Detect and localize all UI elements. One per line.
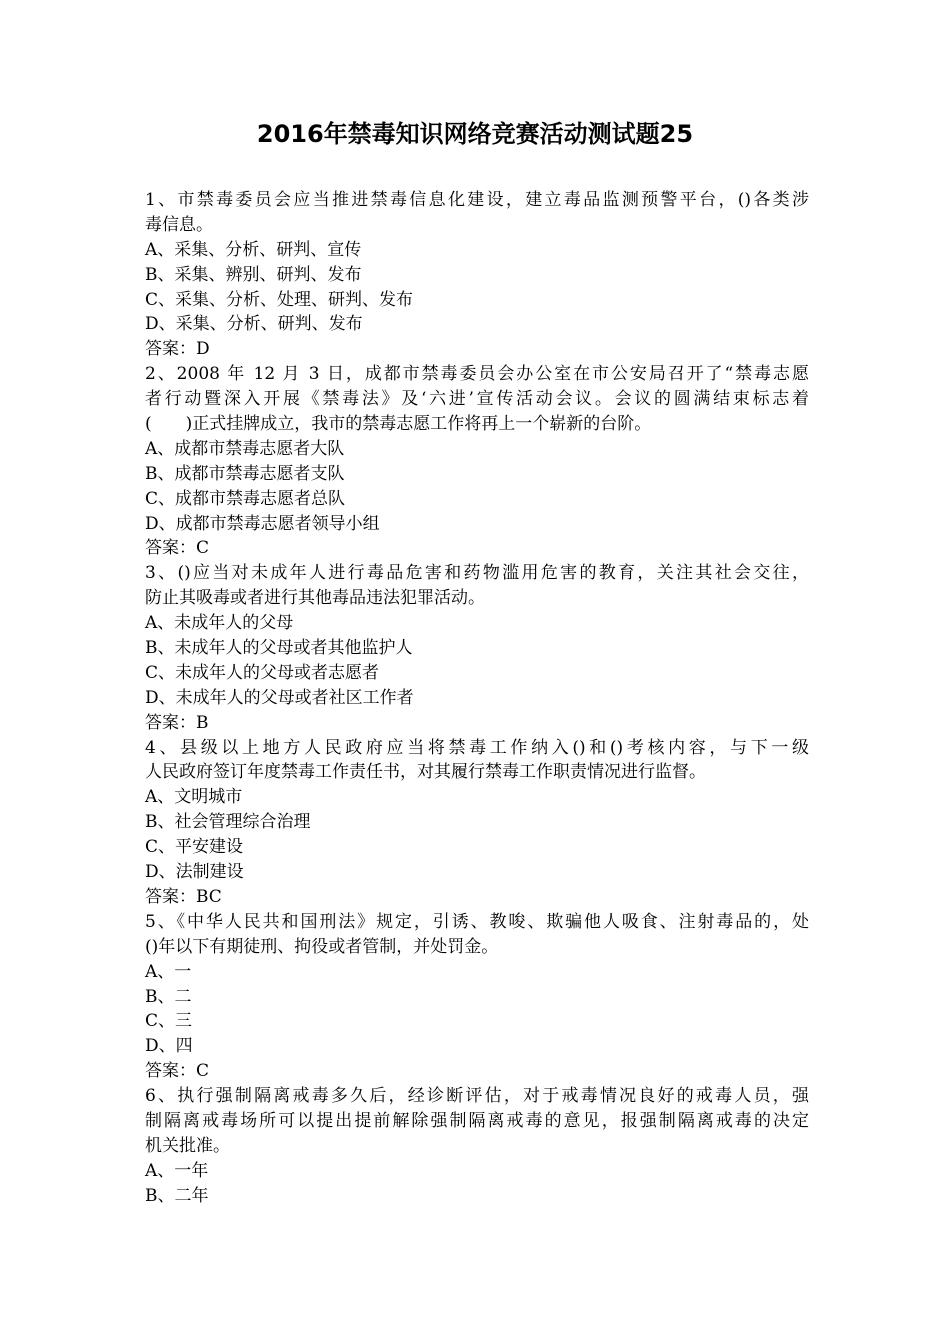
question-1-answer: 答案：D [145, 339, 210, 360]
question-6-option-b: B、二年 [145, 1185, 209, 1206]
question-3-option-d: D、未成年人的父母或者社区工作者 [145, 687, 414, 708]
question-4-text-cont: 人民政府签订年度禁毒工作责任书，对其履行禁毒工作职责情况进行监督。 [145, 762, 706, 783]
question-3-option-b: B、未成年人的父母或者其他监护人 [145, 638, 413, 659]
question-3-text-cont: 防止其吸毒或者进行其他毒品违法犯罪活动。 [145, 588, 485, 609]
question-2-option-d: D、成都市禁毒志愿者领导小组 [145, 513, 380, 534]
question-4-option-b: B、社会管理综合治理 [145, 812, 311, 833]
question-4-option-c: C、平安建设 [145, 837, 244, 858]
question-6-text: 6、执行强制隔离戒毒多久后，经诊断评估，对于戒毒情况良好的戒毒人员，强 [145, 1086, 809, 1107]
question-1-text: 1、市禁毒委员会应当推进禁毒信息化建设，建立毒品监测预警平台，()各类涉 [145, 190, 809, 210]
question-5-option-c: C、三 [145, 1011, 193, 1032]
question-1-text-cont: 毒信息。 [145, 214, 213, 235]
question-1-option-d: D、采集、分析、研判、发布 [145, 314, 363, 335]
question-6-text-cont: 制隔离戒毒场所可以提出提前解除强制隔离戒毒的意见，报强制隔离戒毒的决定 [145, 1110, 809, 1131]
question-2-text: 2、2008 年 12 月 3 日，成都市禁毒委员会办公室在市公安局召开了“禁毒志愿 [145, 364, 809, 385]
question-2-option-a: A、成都市禁毒志愿者大队 [145, 438, 345, 459]
question-5-text-cont: ()年以下有期徒刑、拘役或者管制，并处罚金。 [145, 936, 499, 957]
question-2-option-b: B、成都市禁毒志愿者支队 [145, 463, 345, 484]
question-5-option-a: A、一 [145, 961, 192, 982]
question-4-option-a: A、文明城市 [145, 787, 243, 808]
question-3-option-c: C、未成年人的父母或者志愿者 [145, 662, 380, 683]
question-5-option-b: B、二 [145, 986, 192, 1007]
question-5-text: 5、《中华人民共和国刑法》规定，引诱、教唆、欺骗他人吸食、注射毒品的，处 [145, 911, 809, 932]
document-title: 2016年禁毒知识网络竞赛活动测试题25 [256, 120, 694, 148]
question-3-option-a: A、未成年人的父母 [145, 613, 294, 634]
question-6-text-cont-2: 机关批准。 [145, 1135, 230, 1156]
question-3-answer: 答案：B [145, 712, 209, 733]
question-2-text-cont-2: ( )正式挂牌成立，我市的禁毒志愿工作将再上一个崭新的台阶。 [145, 414, 652, 435]
question-6-option-a: A、一年 [145, 1160, 209, 1181]
question-5-option-d: D、四 [145, 1036, 193, 1057]
question-1-option-a: A、采集、分析、研判、宣传 [145, 239, 362, 260]
question-2-option-c: C、成都市禁毒志愿者总队 [145, 488, 346, 509]
question-1-option-c: C、采集、分析、处理、研判、发布 [145, 289, 414, 310]
question-2-answer: 答案：C [145, 538, 210, 559]
question-list [145, 188, 809, 1209]
question-4-answer: 答案：BC [145, 886, 222, 907]
question-4-option-d: D、法制建设 [145, 862, 244, 883]
question-4-text: 4、县级以上地方人民政府应当将禁毒工作纳入()和()考核内容，与下一级 [145, 737, 809, 758]
question-5-answer: 答案：C [145, 1061, 210, 1082]
question-3-text: 3、()应当对未成年人进行毒品危害和药物滥用危害的教育，关注其社会交往， [145, 563, 809, 584]
question-2-text-cont: 者行动暨深入开展《禁毒法》及‘六进’宣传活动会议。会议的圆满结束标志着 [145, 389, 809, 410]
question-1-option-b: B、采集、辨别、研判、发布 [145, 264, 362, 285]
